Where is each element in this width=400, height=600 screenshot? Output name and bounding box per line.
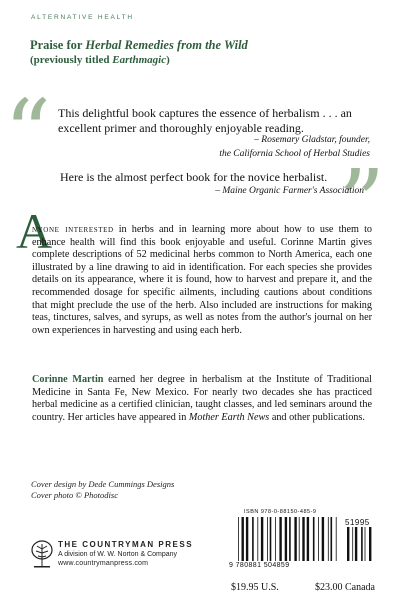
barcode-addon-icon [347, 527, 373, 561]
quote-attribution-2: – Maine Organic Farmer's Association [215, 186, 364, 196]
previous-title: Earthmagic [112, 54, 167, 66]
open-quote-icon: “ [4, 80, 52, 187]
author-bio-text: earned her degree in herbalism at the Institute of Traditional Medicine in Santa Fe, New Mexico. For nearly two decades she has practiced herbal medicine as a certified clinician, taught classes, and led seminars around the country. Her articles have appeared in [32, 374, 372, 423]
price-canada: $23.00 Canada [315, 582, 375, 593]
publisher-name: THE COUNTRYMAN PRESS [58, 540, 194, 549]
ean-number: 9 780881 504859 [229, 562, 290, 569]
praise-heading [30, 38, 360, 53]
isbn-label: ISBN 978-0-88150-485-9 [244, 509, 317, 515]
praise-subheading [30, 54, 170, 66]
drop-cap: A [16, 203, 53, 259]
praise-sub-suffix: ) [166, 54, 170, 66]
publisher-division: A division of W. W. Norton & Company [58, 551, 178, 558]
quote-text-2: Here is the almost perfect book for the novice herbalist. [60, 170, 328, 184]
description-lead: nyone interested [32, 224, 114, 235]
quote-attribution-1: – Rosemary Gladstar, founder, [254, 135, 370, 145]
cover-design-credit: Cover design by Dede Cummings Designs [31, 479, 175, 489]
publisher-url: www.countrymanpress.com [58, 560, 149, 567]
tree-icon [31, 540, 53, 575]
praise-sub-prefix: (previously titled [30, 54, 113, 66]
book-description [32, 224, 372, 337]
author-bio [32, 374, 372, 424]
book-title: Herbal Remedies from the Wild [85, 38, 248, 52]
close-quote-icon: ” [338, 150, 386, 257]
quote-text-1: This delightful book captures the essence of herbalism . . . an excellent primer and thoroughly enjoyable reading. [58, 106, 352, 135]
author-publication: Mother Earth News [188, 411, 270, 423]
cover-credits [31, 479, 174, 501]
author-bio-end: and other publications. [269, 411, 365, 423]
quote-attribution-1-org: the California School of Herbal Studies [219, 149, 370, 159]
publisher-block [58, 540, 193, 567]
price-us: $19.95 U.S. [231, 582, 279, 593]
praise-heading-prefix: Praise for [30, 38, 86, 52]
category-label: ALTERNATIVE HEALTH [31, 14, 134, 21]
author-name: Corinne Martin [32, 374, 104, 385]
cover-photo-credit: Cover photo © Photodisc [31, 490, 118, 500]
barcode-addon-label: 51995 [345, 518, 370, 527]
description-text: in herbs and in learning more about how to use them to enhance health will find this book enjoyable and useful. Corinne Martin gives complete descriptions of 52 medicinal herbs common to North America, each one illustrated by a line drawing to aid in identification. For each species she provides details on its appearance, where it is found, how to harvest and prepare it, and the recommended dosage for specific ailments, including cautions about conditions that might preclude the use of the herb. Also included are instructions for making teas, tinctures, salves, and syrups, as well as notes from the author's journal on her own experiences in harvesting and using each herb. [32, 224, 372, 336]
barcode-main-icon [238, 517, 338, 561]
